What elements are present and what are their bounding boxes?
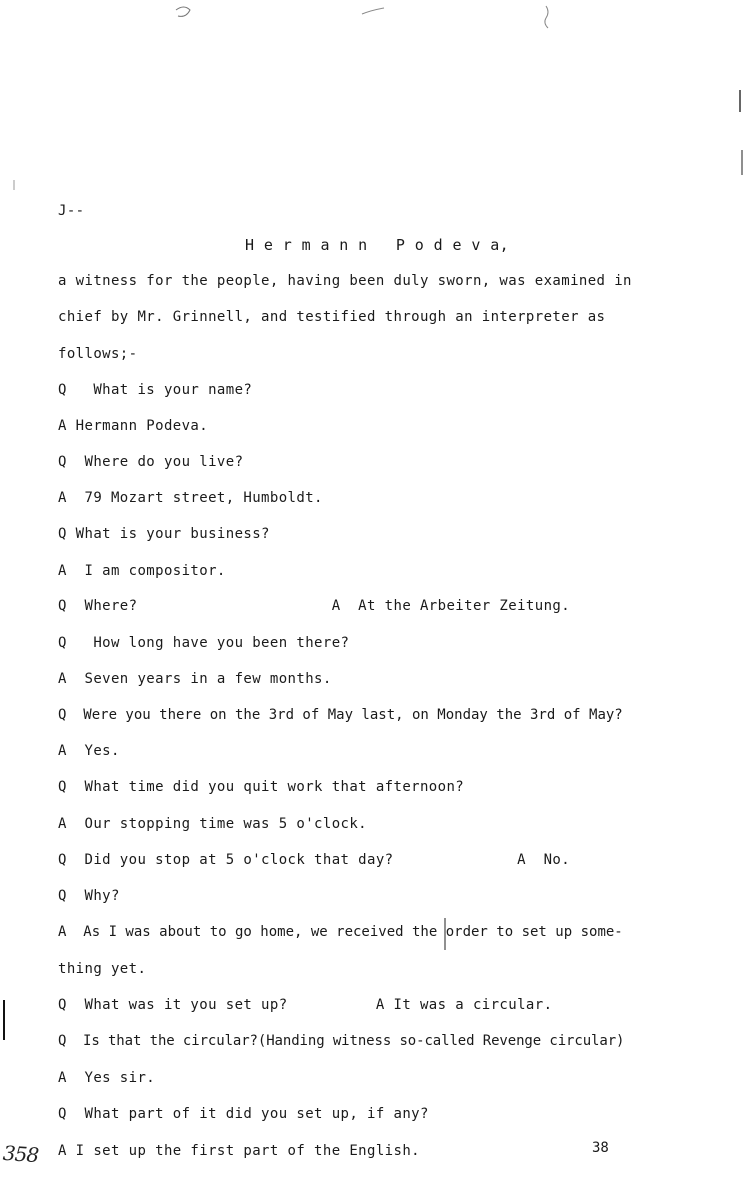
- testimony-line: Q Where? A At the Arbeiter Zeitung.: [58, 598, 571, 614]
- testimony-line: A I set up the first part of the English.: [58, 1143, 420, 1159]
- section-letter: J--: [58, 203, 85, 219]
- testimony-line: A As I was about to go home, we received the order to set up some-: [58, 924, 623, 940]
- testimony-line: A Yes.: [58, 743, 120, 759]
- testimony-line: Q Is that the circular?(Handing witness so-called Revenge circular): [58, 1033, 625, 1049]
- handwritten-margin-note: 358: [2, 1140, 39, 1168]
- testimony-line: Q How long have you been there?: [58, 635, 350, 651]
- witness-name: H e r m a n n P o d e v a,: [245, 236, 510, 254]
- page-number: 38: [592, 1140, 609, 1156]
- testimony-line: thing yet.: [58, 961, 147, 977]
- testimony-line: A Hermann Podeva.: [58, 418, 209, 434]
- testimony-line: A Yes sir.: [58, 1070, 156, 1086]
- intro-line: chief by Mr. Grinnell, and testified through an interpreter as: [58, 309, 606, 325]
- testimony-line: Q What time did you quit work that afternoon?: [58, 779, 465, 795]
- testimony-line: Q Why?: [58, 888, 120, 904]
- testimony-line: Q Did you stop at 5 o'clock that day? A No.: [58, 852, 571, 868]
- testimony-line: Q What is your business?: [58, 526, 270, 542]
- testimony-line: A Our stopping time was 5 o'clock.: [58, 816, 368, 832]
- testimony-line: A Seven years in a few months.: [58, 671, 332, 687]
- testimony-line: Q What is your name?: [58, 382, 253, 398]
- testimony-line: Q What was it you set up? A It was a circular.: [58, 997, 553, 1013]
- intro-line: a witness for the people, having been duly sworn, was examined in: [58, 273, 632, 289]
- testimony-line: A 79 Mozart street, Humboldt.: [58, 490, 323, 506]
- testimony-line: Q Were you there on the 3rd of May last, on Monday the 3rd of May?: [58, 707, 623, 723]
- testimony-line: Q What part of it did you set up, if any?: [58, 1106, 429, 1122]
- testimony-line: A I am compositor.: [58, 563, 226, 579]
- testimony-line: Q Where do you live?: [58, 454, 244, 470]
- intro-line: follows;-: [58, 346, 138, 362]
